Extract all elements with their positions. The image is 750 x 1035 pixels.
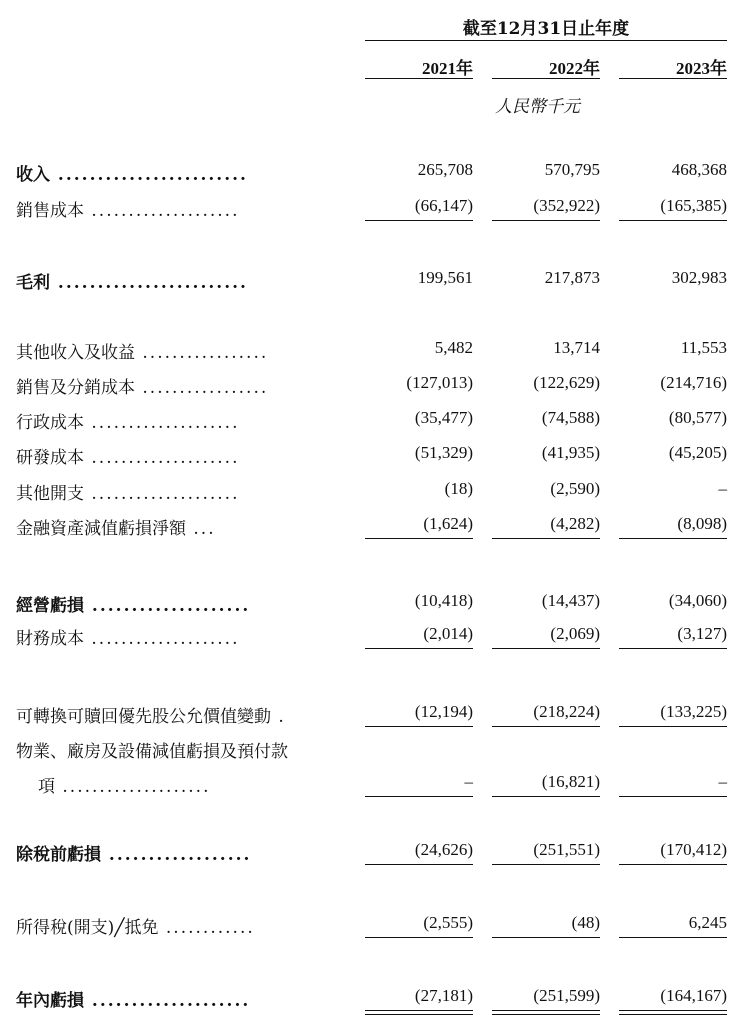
dot-leader: .................... [84,448,240,468]
value-cell-1: 199,561 [417,268,473,287]
value-cell-1: (12,194) [414,702,473,721]
value-cell-1: (51,329) [414,443,473,462]
dot-leader: .................. [101,845,252,865]
value-cell-2: (352,922) [533,196,600,215]
row-label-text: 毛利 [16,273,50,293]
total-rule [365,864,473,865]
row-label [16,196,239,221]
dot-leader: .................... [84,201,240,221]
value-cell-1: (66,147) [414,196,473,215]
value-cell-1: (35,477) [414,408,473,427]
value-cell-3: (80,577) [668,408,727,427]
value-cell-1: (2,555) [423,913,473,932]
row-label [16,591,250,616]
total-rule [619,538,727,539]
row-label [16,913,255,938]
row-label [16,986,250,1011]
dot-leader: . [271,707,286,727]
value-cell-1: (27,181) [414,986,473,1005]
total-rule [492,937,600,938]
dot-leader: ............ [158,918,255,938]
total-rule [365,1010,473,1011]
year-2022-header: 2022年 [549,59,600,78]
row-label [16,373,268,398]
total-rule [365,937,473,938]
total-rule [492,726,600,727]
value-cell-3: – [718,772,727,791]
value-cell-1: (1,624) [423,514,473,533]
value-cell-3: (3,127) [677,624,727,643]
period-rule [365,40,727,41]
row-label [16,160,248,185]
total-rule [365,796,473,797]
value-cell-2: (48) [571,913,600,932]
value-cell-3: 468,368 [671,160,727,179]
dot-leader: ........................ [50,273,248,293]
dot-leader: .................... [84,484,240,504]
value-cell-3: 6,245 [688,913,727,932]
dot-leader: ........................ [50,165,248,185]
year-rule-1 [365,78,473,79]
value-cell-1: (10,418) [414,591,473,610]
dot-leader: ................. [135,378,269,398]
row-label-continuation-text: 項 [38,777,55,797]
row-label-text: 經營虧損 [16,596,84,616]
value-cell-2: 13,714 [553,338,600,357]
row-label-text: 除稅前虧損 [16,845,101,865]
value-cell-2: (122,629) [533,373,600,392]
value-cell-3: (8,098) [677,514,727,533]
value-cell-3: (164,167) [660,986,727,1005]
value-cell-3: (170,412) [660,840,727,859]
value-cell-2: (2,590) [550,479,600,498]
total-rule [619,937,727,938]
total-rule [619,1010,727,1011]
value-cell-2: 570,795 [544,160,600,179]
total-rule [492,1010,600,1011]
value-cell-3: (165,385) [660,196,727,215]
total-rule [365,538,473,539]
value-cell-1: (2,014) [423,624,473,643]
value-cell-2: (14,437) [541,591,600,610]
total-rule [619,864,727,865]
total-rule [492,538,600,539]
row-label [16,268,248,293]
row-label [16,408,239,433]
total-rule [365,726,473,727]
value-cell-2: 217,873 [544,268,600,287]
row-label [16,840,251,865]
year-rule-3 [619,78,727,79]
row-label-continuation [38,772,210,797]
row-label-text: 年內虧損 [16,991,84,1011]
total-rule [619,648,727,649]
value-cell-2: (251,599) [533,986,600,1005]
row-label [16,624,239,649]
row-label-text: 研發成本 [16,448,84,468]
value-cell-1: (127,013) [406,373,473,392]
total-rule [492,864,600,865]
value-cell-2: (218,224) [533,702,600,721]
value-cell-2: (16,821) [541,772,600,791]
total-rule [619,796,727,797]
row-label-text: 財務成本 [16,629,84,649]
row-label [16,338,268,363]
row-label-text: 其他收入及收益 [16,343,135,363]
value-cell-3: – [718,479,727,498]
year-rule-2 [492,78,600,79]
total-rule [365,1014,473,1015]
row-label-text: 收入 [16,165,50,185]
dot-leader: .................... [84,413,240,433]
total-rule [492,220,600,221]
total-rule [492,1014,600,1015]
period-header: 截至12月31日止年度 [462,19,630,39]
row-label-text: 其他開支 [16,484,84,504]
value-cell-2: (74,588) [541,408,600,427]
row-label-text: 可轉換可贖回優先股公允價值變動 [16,707,271,727]
dot-leader: .................... [84,629,240,649]
value-cell-1: – [464,772,473,791]
row-label-text: 行政成本 [16,413,84,433]
row-label [16,443,239,468]
row-label-text: 所得稅(開支)╱抵免 [16,918,159,938]
row-label [16,737,288,762]
total-rule [365,220,473,221]
value-cell-1: 5,482 [434,338,473,357]
value-cell-3: (133,225) [660,702,727,721]
dot-leader: .................... [84,991,251,1011]
dot-leader: ................. [135,343,269,363]
value-cell-2: (4,282) [550,514,600,533]
value-cell-3: (34,060) [668,591,727,610]
value-cell-3: 11,553 [680,338,727,357]
value-cell-1: (18) [444,479,473,498]
value-cell-1: 265,708 [417,160,473,179]
value-cell-3: (214,716) [660,373,727,392]
total-rule [619,220,727,221]
row-label [16,479,239,504]
total-rule [365,648,473,649]
row-label-text: 銷售及分銷成本 [16,378,135,398]
row-label-text: 物業、廠房及設備減值虧損及預付款 [16,742,288,762]
row-label [16,514,216,539]
value-cell-3: (45,205) [668,443,727,462]
value-cell-2: (2,069) [550,624,600,643]
year-2021-header: 2021年 [422,59,473,78]
row-label-text: 銷售成本 [16,201,84,221]
dot-leader: ... [186,519,216,539]
row-label [16,702,286,727]
row-label-text: 金融資產減值虧損淨額 [16,519,186,539]
total-rule [492,796,600,797]
currency-unit: 人民幣千元 [495,97,580,117]
dot-leader: .................... [55,777,211,797]
total-rule [619,726,727,727]
total-rule [619,1014,727,1015]
total-rule [492,648,600,649]
dot-leader: .................... [84,596,251,616]
value-cell-2: (41,935) [541,443,600,462]
value-cell-1: (24,626) [414,840,473,859]
value-cell-2: (251,551) [533,840,600,859]
year-2023-header: 2023年 [676,59,727,78]
value-cell-3: 302,983 [671,268,727,287]
